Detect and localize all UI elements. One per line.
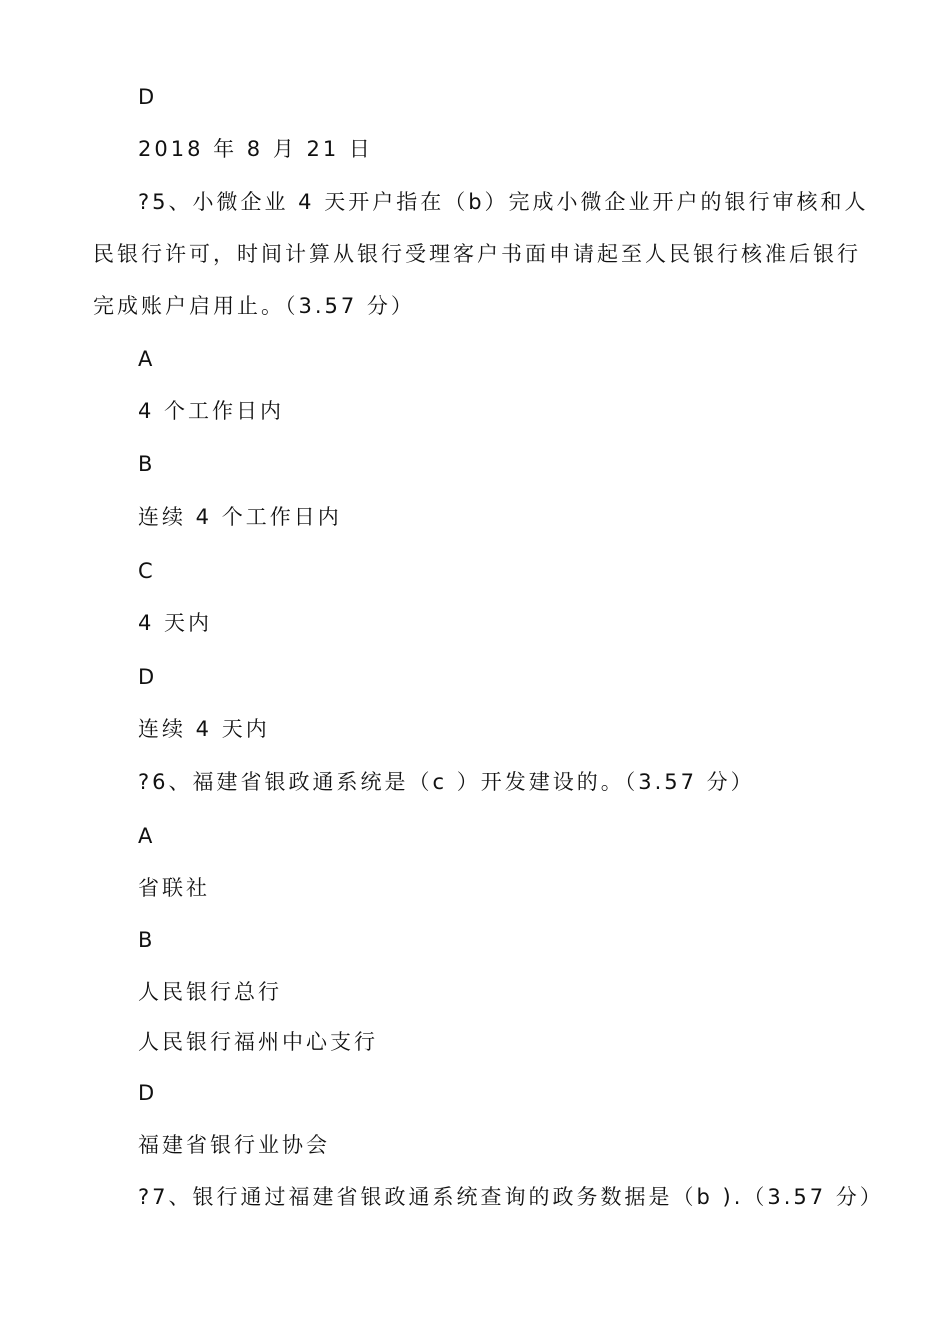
option-d-label: D [138,85,158,109]
option-c-text: 人民银行福州中心支行 [138,1030,378,1054]
question-5-line-1: ?5、小微企业 4 天开户指在（b）完成小微企业开户的银行审核和人 [138,190,869,214]
option-b-text: 人民银行总行 [138,980,282,1004]
option-b-label: B [138,928,156,952]
option-d-label: D [138,665,158,689]
option-d-text: 连续 4 天内 [138,717,270,741]
question-7: ?7、银行通过福建省银政通系统查询的政务数据是（b ).（3.57 分） [138,1185,884,1209]
option-b-text: 连续 4 个工作日内 [138,505,342,529]
option-b-label: B [138,452,156,476]
option-a-label: A [138,824,156,848]
option-a-text: 4 个工作日内 [138,399,285,423]
option-a-label: A [138,347,156,371]
question-6: ?6、福建省银政通系统是（c ）开发建设的。（3.57 分） [138,770,755,794]
option-d-label: D [138,1081,158,1105]
question-5-line-3: 完成账户启用止。（3.57 分） [93,294,415,318]
option-c-label: C [138,559,156,583]
option-c-text: 4 天内 [138,611,213,635]
date-text: 2018 年 8 月 21 日 [138,137,373,161]
option-a-text: 省联社 [138,876,210,900]
question-5-line-2: 民银行许可，时间计算从银行受理客户书面申请起至人民银行核准后银行 [93,242,861,266]
option-d-text: 福建省银行业协会 [138,1133,330,1157]
